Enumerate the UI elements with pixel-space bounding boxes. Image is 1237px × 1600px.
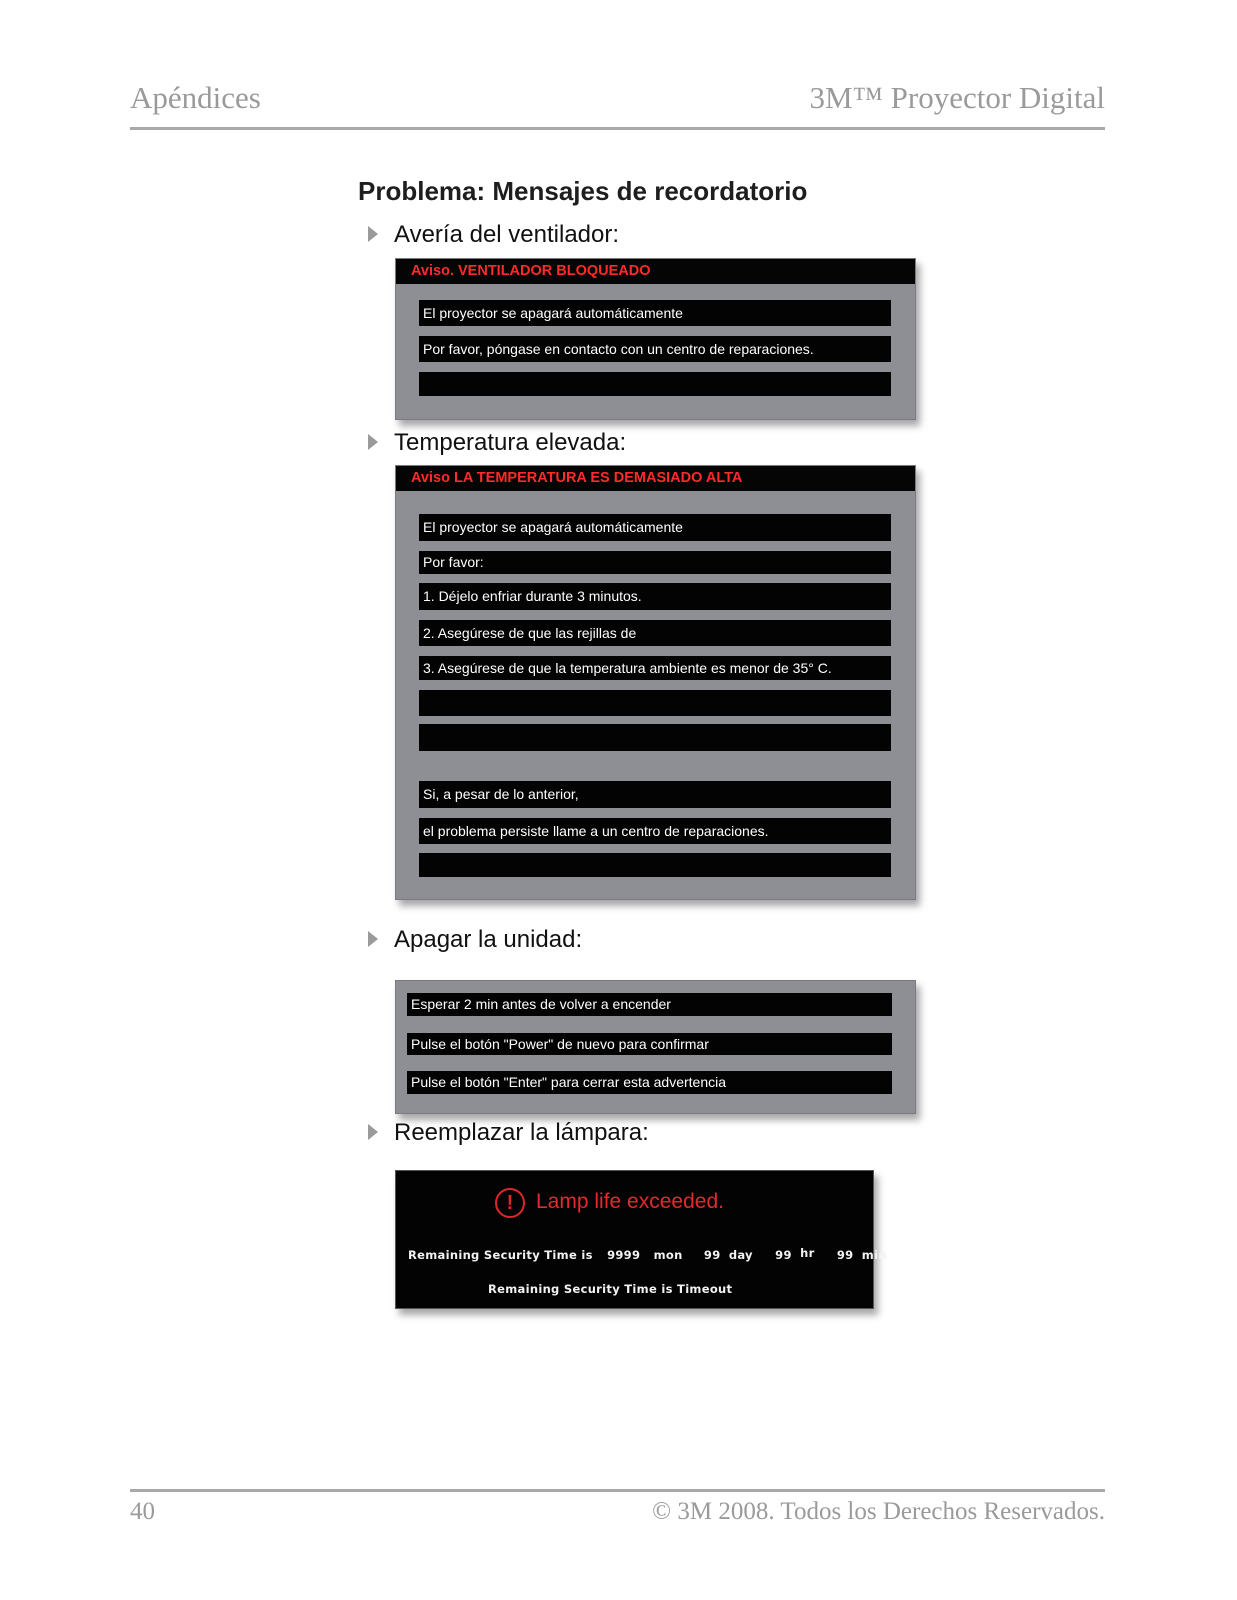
- warning-icon: !: [495, 1188, 525, 1218]
- months-value: 9999: [607, 1248, 641, 1262]
- header-rule: [130, 127, 1105, 130]
- section-title: Problema: Mensajes de recordatorio: [358, 176, 808, 206]
- security-time-label: Remaining Security Time is: [408, 1248, 593, 1262]
- dialog-line: 3. Asegúrese de que la temperatura ambiente es menor de 35° C.: [419, 656, 891, 680]
- header-section-title: Apéndices: [130, 80, 261, 115]
- dialog-line: [419, 372, 891, 396]
- dialog-title: Aviso LA TEMPERATURA ES DEMASIADO ALTA: [396, 466, 915, 491]
- bullet-label: Temperatura elevada:: [394, 429, 627, 456]
- fan-warning-dialog: [395, 258, 916, 420]
- bullet-label: Apagar la unidad:: [394, 926, 583, 953]
- bullet-arrow-icon: [368, 931, 378, 947]
- dialog-title: Aviso. VENTILADOR BLOQUEADO: [396, 259, 915, 284]
- days-unit: day: [728, 1248, 753, 1262]
- temperature-warning-dialog: [395, 465, 916, 900]
- dialog-line: El proyector se apagará automáticamente: [419, 514, 891, 541]
- header-product-name: 3M™ Proyector Digital: [809, 80, 1105, 115]
- dialog-line: Esperar 2 min antes de volver a encender: [407, 993, 892, 1016]
- footer-rule: [130, 1489, 1105, 1492]
- lamp-warning-dialog: [395, 1170, 887, 1309]
- copyright-notice: © 3M 2008. Todos los Derechos Reservados.: [652, 1498, 1105, 1525]
- bullet-fan-failure: [368, 223, 619, 247]
- months-unit: mon: [653, 1248, 683, 1262]
- dialog-line: 2. Asegúrese de que las rejillas de: [419, 620, 891, 646]
- dialog-line: Pulse el botón "Enter" para cerrar esta advertencia: [407, 1071, 892, 1094]
- power-off-dialog: [395, 980, 916, 1114]
- dialog-line: El proyector se apagará automáticamente: [419, 300, 891, 326]
- bullet-over-temperature: [368, 431, 626, 455]
- bullet-power-off: [368, 928, 582, 952]
- dialog-line: Por favor:: [419, 551, 891, 574]
- bullet-arrow-icon: [368, 434, 378, 450]
- hours-unit: hr: [800, 1246, 815, 1260]
- bullet-arrow-icon: [368, 226, 378, 242]
- bullet-label: Avería del ventilador:: [394, 221, 620, 248]
- dialog-line: [419, 690, 891, 716]
- minutes-unit: min: [861, 1248, 887, 1262]
- page-number: 40: [130, 1498, 155, 1525]
- bullet-arrow-icon: [368, 1124, 378, 1140]
- dialog-line: [419, 724, 891, 751]
- lamp-message: Lamp life exceeded.: [536, 1190, 724, 1213]
- hours-value: 99: [775, 1248, 792, 1262]
- bullet-label: Reemplazar la lámpara:: [394, 1119, 649, 1146]
- dialog-line: Si, a pesar de lo anterior,: [419, 781, 891, 808]
- dialog-line: 1. Déjelo enfriar durante 3 minutos.: [419, 583, 891, 610]
- dialog-line: Pulse el botón "Power" de nuevo para confirmar: [407, 1033, 892, 1055]
- minutes-value: 99: [836, 1248, 854, 1262]
- dialog-line: Por favor, póngase en contacto con un centro de reparaciones.: [419, 336, 891, 362]
- dialog-line: [419, 853, 891, 877]
- security-timeout-text: Remaining Security Time is Timeout: [488, 1282, 733, 1296]
- bullet-replace-lamp: [368, 1121, 649, 1145]
- security-time-row: [408, 1248, 887, 1262]
- dialog-line: el problema persiste llame a un centro de reparaciones.: [419, 818, 891, 844]
- days-value: 99: [703, 1248, 721, 1262]
